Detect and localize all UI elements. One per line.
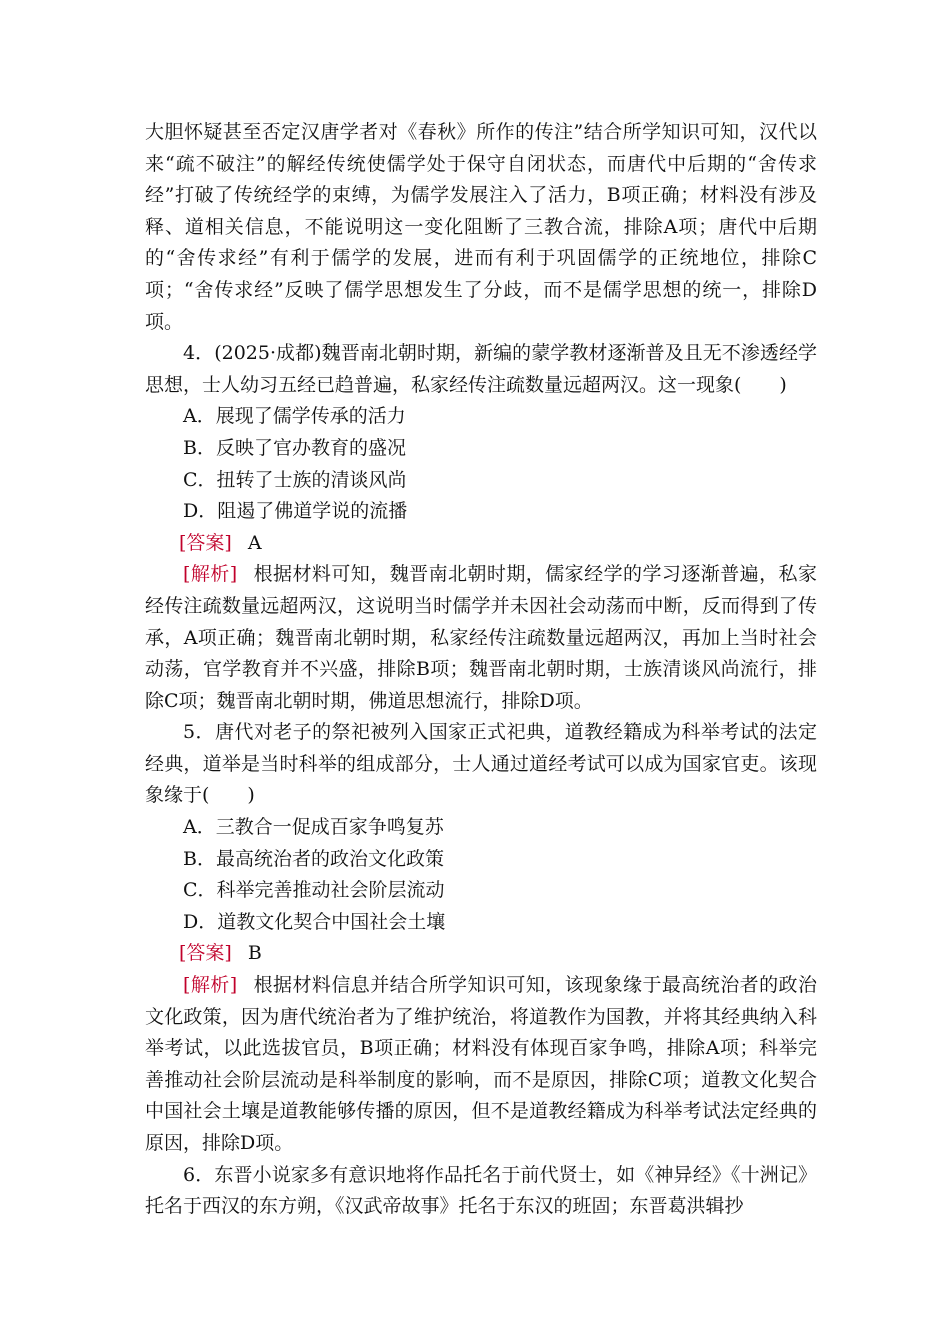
- q4-option-a: A．展现了儒学传承的活力: [183, 405, 406, 428]
- q5-analysis-block: [145, 970, 817, 1160]
- q5-option-b: B．最高统治者的政治文化政策: [183, 847, 444, 870]
- q4-answer: A: [247, 531, 262, 554]
- q4-option-b: B．反映了官办教育的盛况: [183, 436, 406, 459]
- q4-analysis: 根据材料可知，魏晋南北朝时期，儒家经学的学习逐渐普遍，私家经传注疏数量远超两汉，这说明当时儒学并未因社会动荡而中断，反而得到了传承，A项正确；魏晋南北朝时期，私家经传注疏数量远超两汉，再加上当时社会动荡，官学教育并不兴盛，排除B项；魏晋南北朝时期，士族清谈风尚流行，排除C项；魏晋南北朝时期，佛道思想流行，排除D项。: [145, 563, 817, 712]
- answer-tag: [答案]: [179, 942, 232, 965]
- q5-option-c: C．科举完善推动社会阶层流动: [183, 879, 445, 902]
- q4-option-c: C．扭转了士族的清谈风尚: [183, 468, 407, 491]
- q5-answer: B: [247, 942, 262, 965]
- analysis-tag: [解析]: [183, 563, 238, 586]
- q5-analysis: 根据材料信息并结合所学知识可知，该现象缘于最高统治者的政治文化政策，因为唐代统治者为了维护统治，将道教作为国教，并将其经典纳入科举考试，以此选拔官员，B项正确；材料没有体现百家争鸣，排除A项；科举完善推动社会阶层流动是科举制度的影响，而不是原因，排除C项；道教文化契合中国社会土壤是道教能够传播的原因，但不是道教经籍成为科举考试法定经典的原因，排除D项。: [145, 974, 817, 1154]
- q4-analysis-block: [145, 559, 817, 717]
- q5-option-a: A．三教合一促成百家争鸣复苏: [183, 816, 444, 839]
- answer-tag: [答案]: [179, 531, 232, 554]
- q5-answer-line: [145, 938, 817, 970]
- q4-stem: 4．(2025·成都)魏晋南北朝时期，新编的蒙学教材逐渐普及且无不渗透经学思想，士人幼习五经已趋普遍，私家经传注疏数量远超两汉。这一现象( ): [145, 342, 817, 396]
- q5-option-d: D．道教文化契合中国社会土壤: [183, 910, 446, 933]
- q3-analysis-continued: 大胆怀疑甚至否定汉唐学者对《春秋》所作的传注”结合所学知识可知，汉代以来“疏不破注”的解经传统使儒学处于保守自闭状态，而唐代中后期的“舍传求经”打破了传统经学的束缚，为儒学发展注入了活力，B项正确；材料没有涉及释、道相关信息，不能说明这一变化阻断了三教合流，排除A项；唐代中后期的“舍传求经”有利于儒学的发展，进而有利于巩固儒学的正统地位，排除C项；“舍传求经”反映了儒学思想发生了分歧，而不是儒学思想的统一，排除D项。: [145, 121, 817, 333]
- q4-answer-line: [145, 528, 817, 560]
- analysis-tag: [解析]: [183, 974, 238, 997]
- q5-stem: 5．唐代对老子的祭祀被列入国家正式祀典，道教经籍成为科举考试的法定经典，道举是当时科举的组成部分，士人通过道经考试可以成为国家官吏。该现象缘于( ): [145, 721, 817, 807]
- q6-stem: 6．东晋小说家多有意识地将作品托名于前代贤士，如《神异经》《十洲记》托名于西汉的东方朔，《汉武帝故事》托名于东汉的班固；东晋葛洪辑抄: [145, 1163, 817, 1218]
- document-page: [145, 117, 817, 1223]
- q4-option-d: D．阻遏了佛道学说的流播: [183, 500, 408, 523]
